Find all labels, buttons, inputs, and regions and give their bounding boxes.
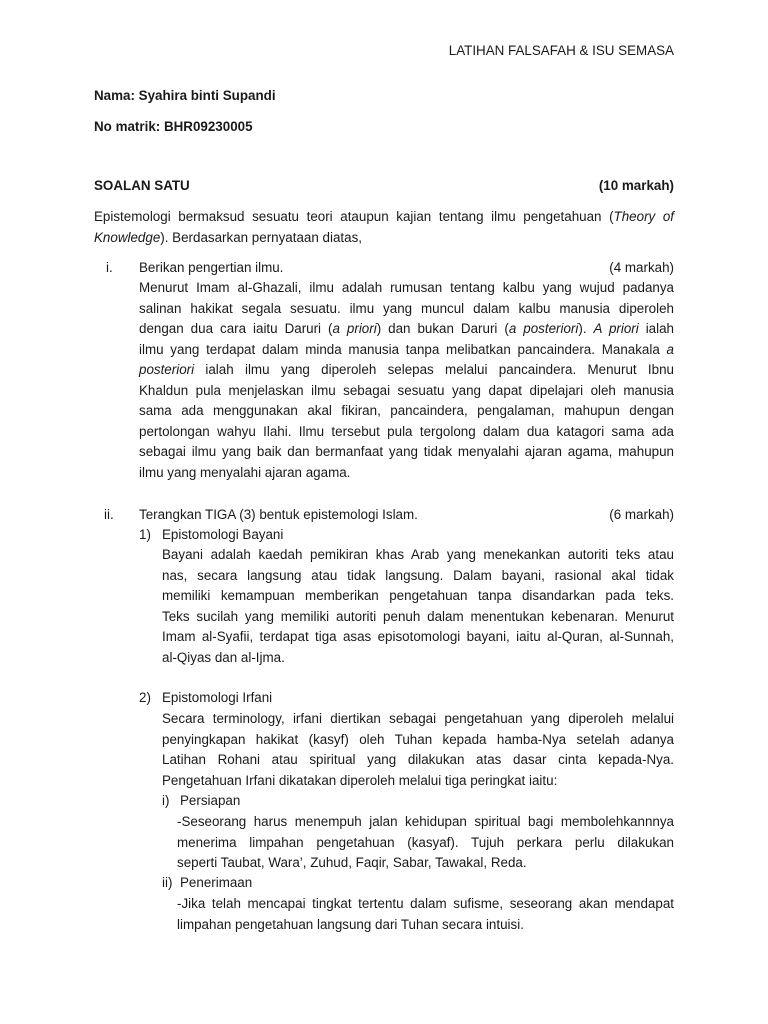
text-line: Bayani adalah kaedah pemikiran khas Arab yang menekankan autoriti teks atau: [162, 547, 674, 562]
text-segment: pertolongan wahyu Ilahi. Ilmu tersebut pula tergolong dalam dua katagori sama ada: [139, 423, 674, 439]
italic-term: a: [666, 341, 674, 357]
text-segment: dengan dua cara iaitu Daruri (: [139, 321, 333, 336]
stage-2-number: ii): [162, 875, 173, 890]
text-line: [139, 362, 674, 377]
item-1-number: 1): [139, 527, 151, 542]
text-line: [139, 444, 674, 459]
text-segment: ) dan bukan Daruri (: [376, 321, 509, 336]
text-line: al-Qiyas dan al-Ijma.: [162, 649, 285, 665]
italic-term: Knowledge: [94, 229, 161, 245]
text-line: [139, 321, 674, 336]
question-2-marks: (6 markah): [609, 507, 674, 522]
text-line: limpahan pengetahuan langsung dari Tuhan secara intuisi.: [177, 916, 524, 932]
item-2-title: Epistomologi Irfani: [162, 690, 273, 705]
text-line: [139, 403, 674, 418]
question-1-number: i.: [106, 260, 113, 275]
item-1-title: Epistomologi Bayani: [162, 527, 284, 542]
page-header: LATIHAN FALSAFAH & ISU SEMASA: [448, 43, 674, 58]
student-name: Nama: Syahira binti Supandi: [94, 88, 276, 103]
italic-term: A priori: [593, 321, 639, 336]
text-line: penyingkapan hakikat (kasyf) oleh Tuhan kepada hamba-Nya setelah adanya: [162, 731, 674, 747]
text-line: [94, 209, 674, 224]
text-segment: salinan hakikat segala sesuatu. ilmu yang muncul dalam kalbu manusia diperoleh: [139, 300, 674, 316]
text-line: seperti Taubat, Wara’, Zuhud, Faqir, Sabar, Tawakal, Reda.: [177, 855, 527, 870]
text-line: Teks sucilah yang memiliki autoriti penuh dalam menentukan kebenaran. Menurut: [162, 608, 674, 624]
text-segment: Epistemologi bermaksud sesuatu teori ataupun kajian tentang ilmu pengetahuan (: [94, 209, 614, 224]
section-title: SOALAN SATU: [94, 178, 190, 193]
italic-term: a posteriori: [508, 321, 579, 336]
text-line: [139, 424, 674, 439]
section-marks: (10 markah): [598, 178, 674, 193]
text-line: [139, 383, 674, 398]
text-segment: Khaldun pula menjelaskan ilmu sebagai sesuatu yang dapat dipelajari oleh manusia: [139, 382, 674, 398]
text-segment: ilmu yang terdapat dalam minda manusia tanpa melibatkan pancaindera. Manakala: [139, 341, 667, 357]
stage-1-title: Persiapan: [180, 793, 241, 808]
italic-term: Theory of: [613, 209, 674, 224]
text-segment: Menurut Imam al-Ghazali, ilmu adalah rumusan tentang kalbu yang wujud padanya: [139, 280, 674, 295]
text-line: nas, secara langsung atau tidak langsung. Dalam bayani, rasional akal tidak: [162, 567, 674, 583]
text-line: Secara terminology, irfani diertikan sebagai pengetahuan yang diperoleh melalui: [162, 711, 674, 726]
italic-term: a priori: [332, 321, 377, 336]
item-2-number: 2): [139, 690, 151, 705]
question-1-text: Berikan pengertian ilmu.: [139, 260, 284, 275]
text-segment: ilmu yang menyalahi ajaran agama.: [139, 464, 351, 480]
question-2-text: Terangkan TIGA (3) bentuk epistemologi Islam.: [139, 507, 418, 522]
stage-1-number: i): [162, 793, 170, 808]
student-matric: No matrik: BHR09230005: [94, 119, 253, 134]
question-1-marks: (4 markah): [609, 260, 674, 275]
question-2-number: ii.: [104, 507, 114, 522]
text-line: [94, 230, 674, 245]
italic-term: posteriori: [139, 362, 195, 377]
text-line: [139, 301, 674, 316]
text-line: [139, 280, 674, 295]
text-line: [139, 342, 674, 357]
text-line: memiliki kemampuan memberikan pengetahuan tanpa disandarkan pada teks.: [162, 588, 674, 603]
text-segment: sama ada menggunakan akal fikiran, pancaindera, pengalaman, mahupun dengan: [139, 403, 674, 418]
text-segment: sebagai ilmu yang baik dan bermanfaat yang tidak menyalahi ajaran agama, mahupun: [139, 444, 674, 459]
text-line: Imam al-Syafii, terdapat tiga asas episotomologi bayani, iaitu al-Quran, al-Sunnah,: [162, 629, 674, 644]
text-line: [139, 465, 674, 480]
text-segment: ). Berdasarkan pernyataan diatas,: [160, 229, 362, 245]
text-segment: ialah: [638, 321, 674, 336]
text-line: Latihan Rohani atau spiritual yang dilakukan atas dasar cinta kepada-Nya.: [162, 752, 674, 767]
text-line: Pengetahuan Irfani dikatakan diperoleh melalui tiga peringkat iaitu:: [162, 772, 558, 788]
text-line: -Jika telah mencapai tingkat tertentu dalam sufisme, seseorang akan mendapat: [177, 896, 674, 911]
text-segment: ialah ilmu yang diperoleh selepas melalui pancaindera. Menurut Ibnu: [194, 362, 674, 377]
stage-2-title: Penerimaan: [180, 875, 253, 890]
text-line: menerima limpahan pengetahuan (kasyaf). Tujuh perkara perlu dilakukan: [177, 834, 674, 850]
text-segment: ).: [578, 321, 594, 336]
text-line: -Seseorang harus menempuh jalan kehidupan spiritual bagi membolehkannnya: [177, 814, 674, 829]
